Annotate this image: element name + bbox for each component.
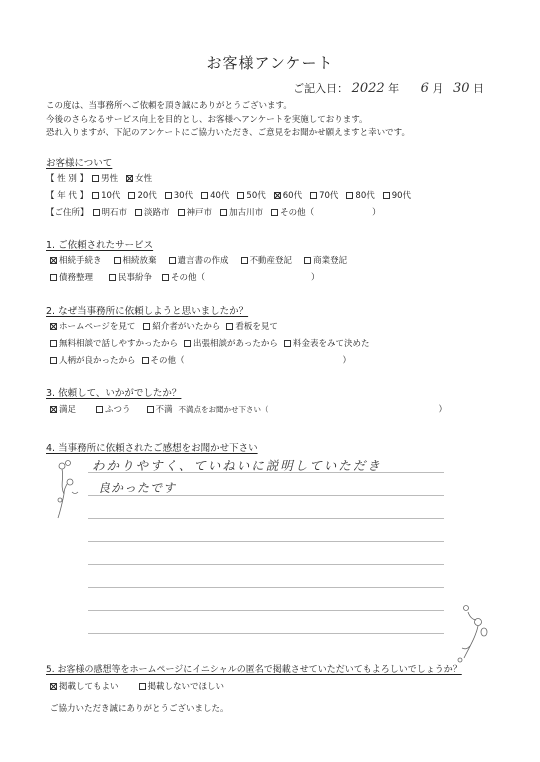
residence-row xyxy=(46,206,381,218)
checkbox-checked[interactable] xyxy=(50,257,57,264)
q1-option-civil[interactable]: 民事紛争 xyxy=(109,271,152,283)
checkbox[interactable] xyxy=(92,192,99,199)
q3-heading: 3. 依頼して、いかがでしたか？ xyxy=(46,388,182,399)
q1-option-commercial[interactable]: 商業登記 xyxy=(304,254,347,266)
q1-close-paren: ） xyxy=(311,273,320,283)
gender-label: 【 性 別 】 xyxy=(46,174,89,184)
q1-row-2 xyxy=(50,271,320,283)
q5-option-disallow[interactable]: 掲載しないでほしい xyxy=(139,680,225,692)
residence-option-other[interactable]: その他（ xyxy=(271,206,314,218)
checkbox[interactable] xyxy=(284,340,291,347)
q1-option-other[interactable]: その他（ xyxy=(162,271,205,283)
closing-text: ご協力いただき誠にありがとうございました。 xyxy=(50,704,229,714)
q1-option-real-estate[interactable]: 不動産登記 xyxy=(241,254,293,266)
about-heading: お客様について xyxy=(46,158,113,169)
q2-row-3 xyxy=(50,354,351,366)
checkbox[interactable] xyxy=(143,323,150,330)
residence-option-kakogawa[interactable]: 加古川市 xyxy=(220,206,263,218)
age-option-40[interactable]: 40代 xyxy=(201,189,229,201)
q3-option-dissatisfied[interactable]: 不満 xyxy=(147,403,173,415)
q1-option-debt[interactable]: 債務整理 xyxy=(50,271,93,283)
q1-option-inheritance[interactable]: 相続手続き xyxy=(50,254,102,266)
answer-line xyxy=(88,633,444,634)
checkbox[interactable] xyxy=(226,323,233,330)
q1-option-renunciation[interactable]: 相続放棄 xyxy=(114,254,157,266)
age-option-60[interactable]: 60代 xyxy=(274,189,302,201)
q1-row-1 xyxy=(50,254,355,266)
q2-option-homepage[interactable]: ホームページを見て xyxy=(50,320,135,332)
gender-row xyxy=(46,172,160,184)
residence-option-akashi[interactable]: 明石市 xyxy=(93,206,128,218)
checkbox[interactable] xyxy=(304,257,311,264)
checkbox[interactable] xyxy=(50,340,57,347)
age-row xyxy=(46,189,419,201)
age-option-80[interactable]: 80代 xyxy=(346,189,374,201)
q2-row-2 xyxy=(50,337,377,349)
checkbox[interactable] xyxy=(139,683,146,690)
checkbox[interactable] xyxy=(178,209,185,216)
checkbox[interactable] xyxy=(109,274,116,281)
gender-option-male[interactable]: 男性 xyxy=(92,172,118,184)
intro-line: 恐れ入りますが、下記のアンケートにご協力いただき、ご意見をお聞かせ願えますと幸いです。 xyxy=(46,128,410,138)
q2-row-1 xyxy=(50,320,286,332)
checkbox-checked[interactable] xyxy=(50,323,57,330)
checkbox[interactable] xyxy=(220,209,227,216)
floral-decoration-icon xyxy=(52,456,86,522)
gender-option-female[interactable]: 女性 xyxy=(126,172,152,184)
entry-date xyxy=(293,80,484,96)
age-option-20[interactable]: 20代 xyxy=(128,189,156,201)
checkbox[interactable] xyxy=(241,257,248,264)
date-year: 2022 xyxy=(351,81,385,96)
q4-heading: 4. 当事務所に依頼されたご感想をお聞かせ下さい xyxy=(46,443,258,454)
checkbox[interactable] xyxy=(162,274,169,281)
checkbox[interactable] xyxy=(201,192,208,199)
intro-line: 今後のさらなるサービス向上を目的とし、お客様へアンケートを実施しております。 xyxy=(46,114,368,125)
checkbox[interactable] xyxy=(169,257,176,264)
q2-option-price-list[interactable]: 料金表をみて決めた xyxy=(284,337,370,349)
intro-line: この度は、当事務所へご依頼を頂き誠にありがとうございます。 xyxy=(46,101,292,111)
answer-line xyxy=(88,587,444,588)
residence-close-paren: ） xyxy=(372,208,381,218)
handwritten-answer-line-2: 良かったです xyxy=(98,481,177,495)
answer-line xyxy=(88,518,444,519)
checkbox[interactable] xyxy=(184,340,191,347)
checkbox[interactable] xyxy=(50,357,57,364)
q2-option-visit-consult[interactable]: 出張相談があったから xyxy=(184,337,278,349)
q2-option-other[interactable]: その他（ xyxy=(142,354,185,366)
age-option-90[interactable]: 90代 xyxy=(383,189,411,201)
q1-heading: 1. ご依頼されたサービス xyxy=(46,240,154,251)
q2-option-signboard[interactable]: 看板を見て xyxy=(226,320,278,332)
q5-option-allow[interactable]: 掲載してもよい xyxy=(50,680,119,692)
q2-option-personality[interactable]: 人柄が良かったから xyxy=(50,354,136,366)
q3-option-normal[interactable]: ふつう xyxy=(96,403,131,415)
floral-decoration-icon xyxy=(454,602,492,664)
q5-heading: 5. お客様の感想等をホームページにイニシャルの匿名で掲載させていただいてもよろしいでしょうか？ xyxy=(46,665,462,675)
checkbox-checked[interactable] xyxy=(126,175,133,182)
intro-text xyxy=(46,100,410,141)
q5-row xyxy=(50,680,232,692)
age-option-50[interactable]: 50代 xyxy=(237,189,265,201)
checkbox[interactable] xyxy=(310,192,317,199)
residence-option-kobe[interactable]: 神戸市 xyxy=(178,206,213,218)
age-option-10[interactable]: 10代 xyxy=(92,189,120,201)
checkbox[interactable] xyxy=(93,209,100,216)
date-label: ご記入日： xyxy=(293,82,349,95)
q3-close-paren: ） xyxy=(438,405,448,415)
q1-option-will[interactable]: 遺言書の作成 xyxy=(169,254,229,266)
checkbox[interactable] xyxy=(128,192,135,199)
q3-row xyxy=(50,403,447,415)
q2-close-paren: ） xyxy=(342,356,352,366)
handwritten-answer-line-1: わかりやすく、ていねいに説明していただき xyxy=(92,458,382,473)
checkbox[interactable] xyxy=(271,209,278,216)
q2-option-referral[interactable]: 紹介者がいたから xyxy=(143,320,220,332)
checkbox[interactable] xyxy=(147,406,154,413)
q2-option-free-consult[interactable]: 無料相談で話しやすかったから xyxy=(50,337,178,349)
survey-title: お客様アンケート xyxy=(206,54,334,72)
answer-line xyxy=(88,610,444,611)
age-option-30[interactable]: 30代 xyxy=(165,189,193,201)
checkbox-checked[interactable] xyxy=(50,683,57,690)
q3-option-satisfied[interactable]: 満足 xyxy=(50,403,76,415)
checkbox[interactable] xyxy=(135,209,142,216)
checkbox[interactable] xyxy=(92,175,99,182)
date-day-unit: 日 xyxy=(473,82,484,95)
checkbox-checked[interactable] xyxy=(50,406,57,413)
checkbox[interactable] xyxy=(346,192,353,199)
age-option-70[interactable]: 70代 xyxy=(310,189,338,201)
checkbox[interactable] xyxy=(50,274,57,281)
checkbox-checked[interactable] xyxy=(274,192,281,199)
checkbox[interactable] xyxy=(96,406,103,413)
date-month: 6 xyxy=(420,81,429,96)
residence-option-awaji[interactable]: 淡路市 xyxy=(135,206,170,218)
q3-note: 不満点をお聞かせ下さい（ xyxy=(178,404,269,414)
checkbox[interactable] xyxy=(383,192,390,199)
checkbox[interactable] xyxy=(114,257,121,264)
answer-line xyxy=(88,541,444,542)
answer-line xyxy=(88,564,444,565)
residence-label: 【ご住所】 xyxy=(46,208,89,218)
checkbox[interactable] xyxy=(165,192,172,199)
checkbox[interactable] xyxy=(237,192,244,199)
q2-heading: 2. なぜ当事務所に依頼しようと思いましたか？ xyxy=(46,306,249,317)
date-day: 30 xyxy=(452,81,470,96)
date-month-unit: 月 xyxy=(432,82,444,95)
age-label: 【 年 代 】 xyxy=(46,191,89,201)
date-year-unit: 年 xyxy=(388,82,400,95)
checkbox[interactable] xyxy=(142,357,149,364)
